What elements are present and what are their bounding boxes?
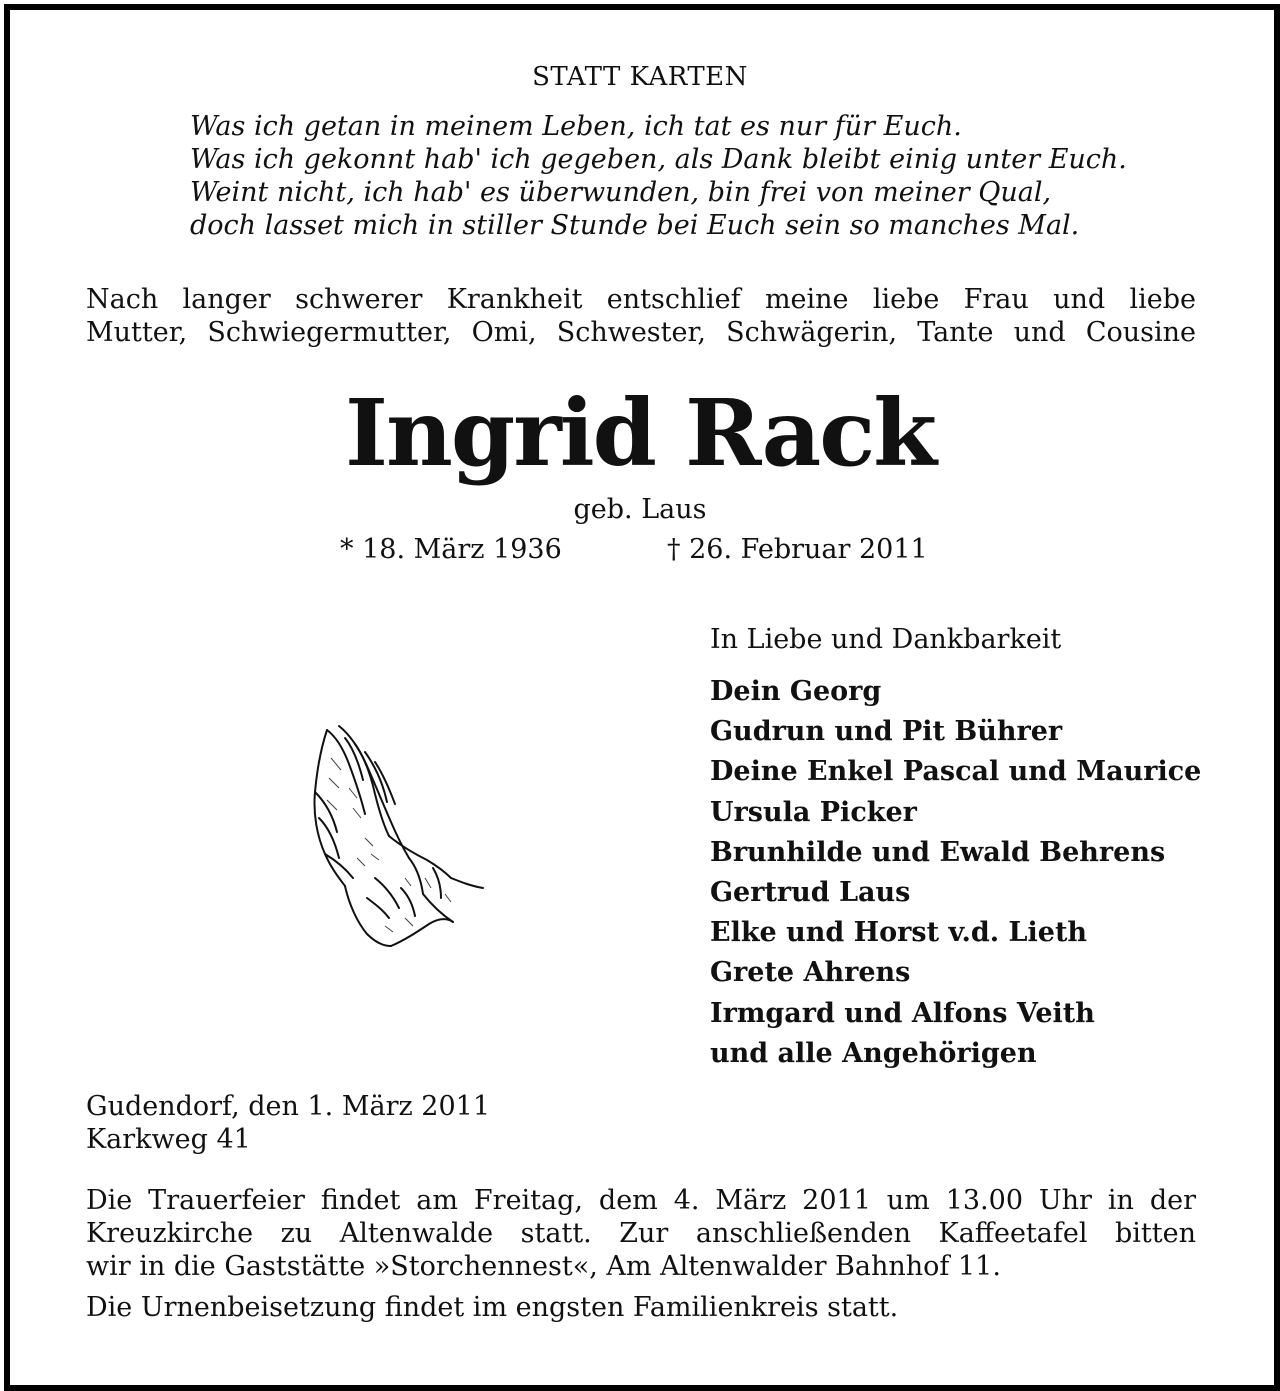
place-date: Gudendorf, den 1. März 2011	[86, 1091, 490, 1122]
mourner-name: Grete Ahrens	[710, 957, 911, 989]
mourners-list	[710, 672, 1201, 1074]
mourner-name: Gudrun und Pit Bührer	[710, 716, 1063, 748]
mourner-name: Dein Georg	[710, 676, 882, 707]
mourner-name: und alle Angehörigen	[710, 1037, 1037, 1069]
mourner-name: Deine Enkel Pascal und Maurice	[710, 756, 1202, 788]
death-date: † 26. Februar 2011	[667, 534, 928, 565]
verse-line: Was ich getan in meinem Leben, ich tat es nur für Euch.	[190, 111, 962, 142]
mourner-name: Brunhilde und Ewald Behrens	[710, 836, 1166, 868]
ceremony-text	[86, 1184, 1196, 1283]
mourner-name: Irmgard und Alfons Veith	[710, 997, 1095, 1029]
mourner-name: Ursula Picker	[710, 796, 917, 828]
birth-date: * 18. März 1936	[340, 534, 562, 565]
address: Karkweg 41	[86, 1124, 251, 1155]
memorial-verse	[190, 110, 1127, 242]
maiden-name: geb. Laus	[573, 494, 707, 525]
mourner-name: Gertrud Laus	[710, 877, 911, 909]
intro-text	[86, 283, 1196, 349]
intro-line: Mutter, Schwiegermutter, Omi, Schwester, Schwägerin, Tante und Cousine	[86, 317, 1196, 348]
verse-line: Was ich gekonnt hab' ich gegeben, als Dank bleibt einig unter Euch.	[190, 144, 1127, 175]
ceremony-line: Die Trauerfeier findet am Freitag, dem 4. März 2011 um 13.00 Uhr in der	[86, 1185, 1196, 1216]
intro-line: Nach langer schwerer Krankheit entschlief meine liebe Frau und liebe	[86, 284, 1196, 315]
header-statt-karten: STATT KARTEN	[532, 62, 748, 92]
praying-hands-icon	[305, 718, 490, 948]
verse-line: Weint nicht, ich hab' es überwunden, bin frei von meiner Qual,	[190, 177, 1052, 208]
ceremony-line: Kreuzkirche zu Altenwalde statt. Zur anschließenden Kaffeetafel bitten	[86, 1218, 1196, 1249]
verse-line: doch lasset mich in stiller Stunde bei Euch sein so manches Mal.	[190, 210, 1080, 241]
urn-note: Die Urnenbeisetzung findet im engsten Familienkreis statt.	[86, 1292, 899, 1323]
ceremony-line: wir in die Gaststätte »Storchennest«, Am Altenwalder Bahnhof 11.	[86, 1251, 1001, 1282]
place-and-address	[86, 1090, 490, 1156]
mourner-name: Elke und Horst v.d. Lieth	[710, 917, 1088, 949]
deceased-name: Ingrid Rack	[345, 379, 935, 487]
closing-phrase: In Liebe und Dankbarkeit	[710, 624, 1062, 655]
